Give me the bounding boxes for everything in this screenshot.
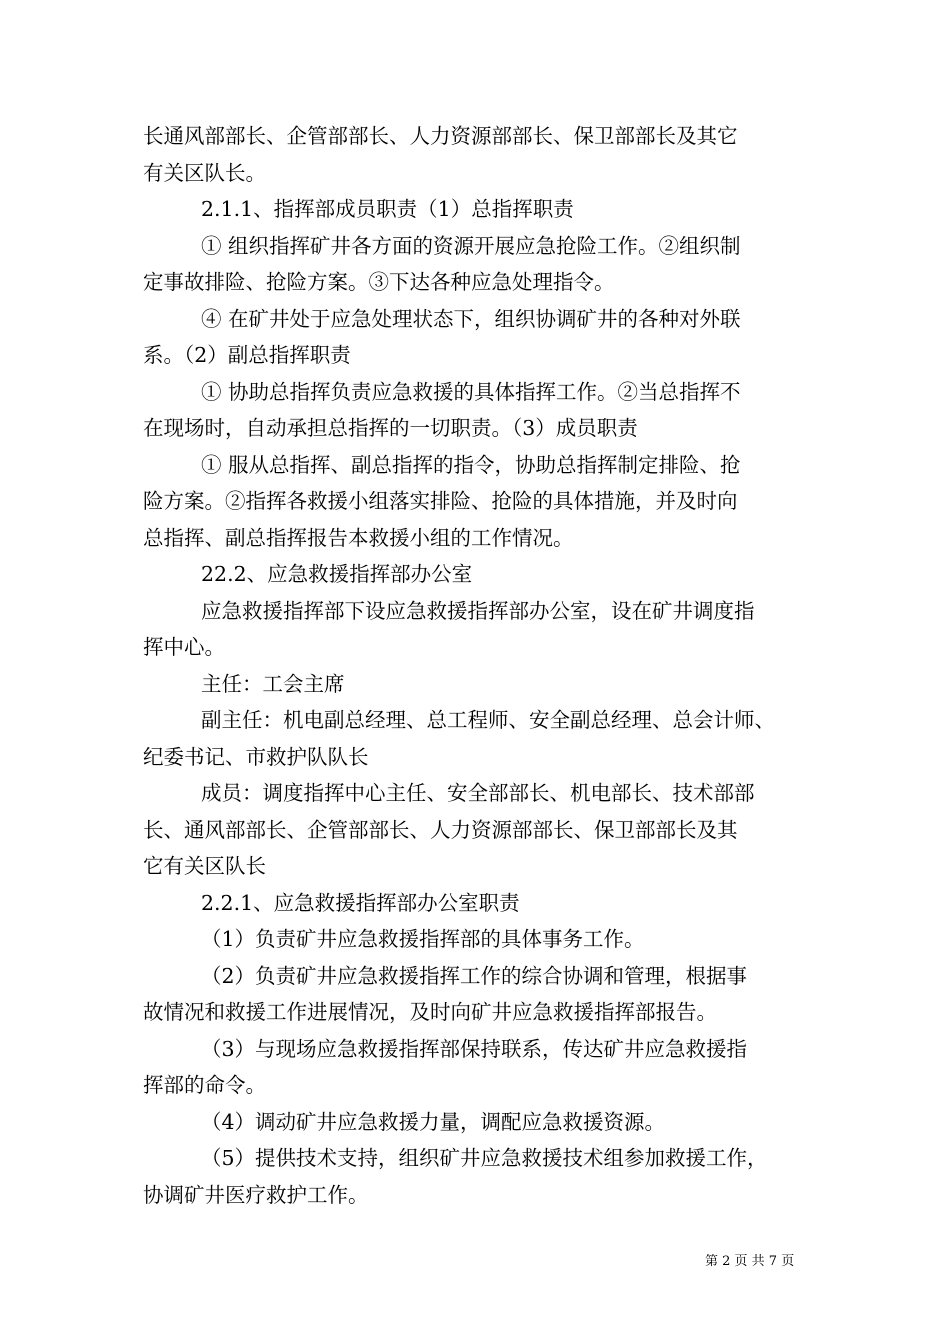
text-line: 主任：工会主席 (201, 671, 345, 696)
text-line: 纪委书记、市救护队队长 (143, 744, 369, 769)
text-line: 挥部的命令。 (143, 1073, 266, 1097)
text-line: ① 协助总指挥负责应急救援的具体指挥工作。②当总指挥不 (201, 379, 741, 404)
text-line: 定事故排险、抢险方案。③下达各种应急处理指令。 (143, 270, 615, 294)
paragraph (143, 702, 808, 775)
paragraph (143, 118, 808, 191)
paragraph (143, 301, 808, 374)
text-line: ① 组织指挥矿井各方面的资源开展应急抢险工作。②组织制 (201, 233, 741, 258)
text-line: 2.1.1、指挥部成员职责（1）总指挥职责 (201, 197, 574, 221)
paragraph (143, 1031, 808, 1104)
paragraph (143, 921, 808, 958)
text-line: 22.2、应急救援指挥部办公室 (201, 562, 473, 586)
paragraph (143, 593, 808, 666)
text-line: 有关区队长。 (143, 160, 266, 185)
paragraph (143, 666, 808, 703)
section-heading (143, 885, 808, 922)
page-number: 第 2 页 共 7 页 (705, 1254, 795, 1269)
paragraph (143, 374, 808, 447)
text-line: 挥中心。 (143, 635, 225, 659)
text-line: 成员：调度指挥中心主任、安全部部长、机电部长、技术部部 (201, 781, 755, 805)
text-line: 故情况和救援工作进展情况，及时向矿井应急救援指挥部报告。 (143, 1000, 717, 1024)
text-line: 协调矿井医疗救护工作。 (143, 1182, 369, 1207)
paragraph (143, 447, 808, 557)
paragraph (143, 1104, 808, 1141)
section-heading (143, 191, 808, 228)
text-line: 副主任：机电副总经理、总工程师、安全副总经理、总会计师、 (201, 708, 775, 732)
text-line: ④ 在矿井处于应急处理状态下，组织协调矿井的各种对外联 (201, 306, 741, 331)
text-line: 它有关区队长 (143, 854, 266, 878)
text-line: 长、通风部部长、企管部部长、人力资源部部长、保卫部部长及其 (143, 817, 738, 842)
paragraph (143, 1140, 808, 1213)
paragraph (143, 228, 808, 301)
text-line: （1）负责矿井应急救援指挥部的具体事务工作。 (201, 927, 645, 951)
paragraph (143, 775, 808, 885)
text-line: 险方案。②指挥各救援小组落实排险、抢险的具体措施，并及时向 (143, 489, 738, 513)
text-line: （5）提供技术支持，组织矿井应急救援技术组参加救援工作， (201, 1146, 768, 1170)
text-line: 总指挥、副总指挥报告本救援小组的工作情况。 (143, 525, 574, 550)
text-line: 系。（2）副总指挥职责 (143, 343, 351, 367)
text-line: （3）与现场应急救援指挥部保持联系，传达矿井应急救援指 (201, 1036, 748, 1061)
text-line: 在现场时，自动承担总指挥的一切职责。（3）成员职责 (143, 416, 638, 440)
document-body (143, 118, 808, 1213)
section-heading (143, 556, 808, 593)
text-line: 应急救援指挥部下设应急救援指挥部办公室，设在矿井调度指 (201, 598, 755, 623)
paragraph (143, 958, 808, 1031)
text-line: 长通风部部长、企管部部长、人力资源部部长、保卫部部长及其它 (143, 124, 738, 148)
text-line: （2）负责矿井应急救援指挥工作的综合协调和管理，根据事 (201, 963, 748, 988)
text-line: ① 服从总指挥、副总指挥的指令，协助总指挥制定排险、抢 (201, 452, 741, 477)
text-line: 2.2.1、应急救援指挥部办公室职责 (201, 890, 520, 915)
text-line: （4）调动矿井应急救援力量，调配应急救援资源。 (201, 1109, 666, 1134)
